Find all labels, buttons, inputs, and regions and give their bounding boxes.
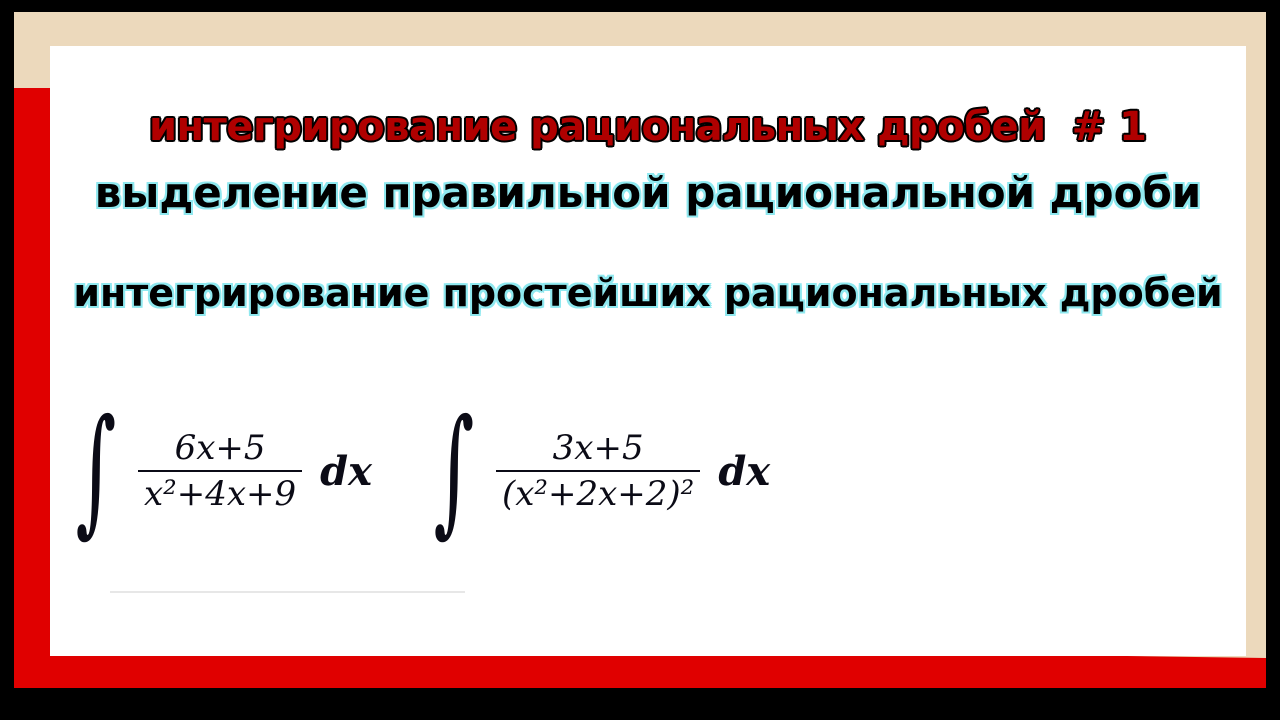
fraction-denominator: x²+4x+9 bbox=[143, 474, 297, 514]
page-title-row bbox=[50, 104, 1246, 150]
formula-list bbox=[50, 389, 1246, 550]
fraction bbox=[138, 426, 302, 516]
fraction-numerator: 3x+5 bbox=[552, 428, 644, 468]
integral-sign-icon: ∫ bbox=[433, 389, 475, 550]
subtitle-primary: выделение правильной рациональной дроби bbox=[94, 168, 1202, 217]
integral-sign-icon: ∫ bbox=[75, 389, 117, 550]
content-card bbox=[50, 46, 1246, 656]
decorative-rule bbox=[110, 591, 465, 593]
fraction-denominator: (x²+2x+2)² bbox=[501, 474, 695, 514]
formula-item bbox=[430, 389, 771, 550]
fraction-numerator: 6x+5 bbox=[174, 428, 266, 468]
differential-label: dx bbox=[718, 447, 771, 495]
fraction bbox=[496, 426, 700, 516]
differential-label: dx bbox=[320, 447, 372, 495]
formula-item bbox=[72, 389, 372, 550]
lesson-number: # 1 bbox=[1071, 104, 1147, 150]
subtitle-secondary: интегрирование простейших рациональных дробей bbox=[73, 271, 1223, 315]
page-title: интегрирование рациональных дробей bbox=[149, 104, 1046, 150]
